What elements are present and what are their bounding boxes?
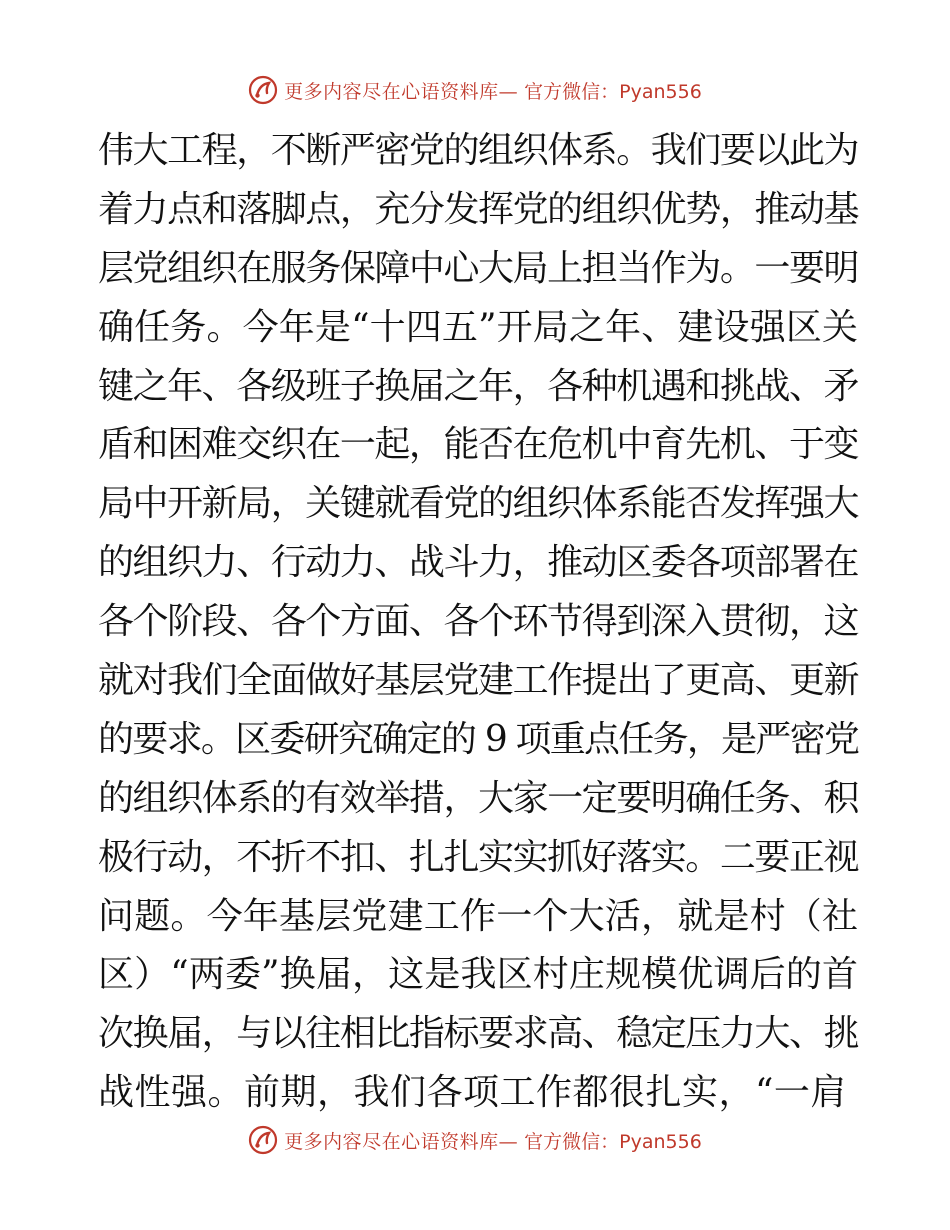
body-line: 就对我们全面做好基层党建工作提出了更高、更新 xyxy=(98,660,858,702)
body-line: 次换届，与以往相比指标要求高、稳定压力大、挑 xyxy=(98,1013,858,1055)
body-line: 层党组织在服务保障中心大局上担当作为。一要明 xyxy=(98,247,858,289)
body-line: 的要求。区委研究确定的 9 项重点任务，是严密党 xyxy=(98,718,858,760)
footer-site-text: 更多内容尽在心语资料库— xyxy=(284,1130,519,1153)
header-banner xyxy=(0,70,950,110)
body-line: 极行动，不折不扣、扎扎实实抓好落实。二要正视 xyxy=(98,836,858,878)
brand-logo-icon xyxy=(248,75,278,105)
footer-wechat-text: 官方微信：Pyan556 xyxy=(524,1130,702,1153)
document-body xyxy=(98,122,858,1123)
body-line: 局中开新局，关键就看党的组织体系能否发挥强大 xyxy=(98,483,858,525)
footer-banner xyxy=(0,1120,950,1160)
body-line: 区）“两委”换届，这是我区村庄规模优调后的首 xyxy=(98,954,858,996)
body-line: 的组织体系的有效举措，大家一定要明确任务、积 xyxy=(98,777,858,819)
brand-logo-icon xyxy=(248,1125,278,1155)
body-line: 盾和困难交织在一起，能否在危机中育先机、于变 xyxy=(98,424,858,466)
body-line: 伟大工程，不断严密党的组织体系。我们要以此为 xyxy=(98,130,858,171)
header-wechat-text: 官方微信：Pyan556 xyxy=(524,80,702,103)
header-site-text: 更多内容尽在心语资料库— xyxy=(284,80,519,103)
body-line: 键之年、各级班子换届之年，各种机遇和挑战、矛 xyxy=(98,365,858,407)
body-line: 问题。今年基层党建工作一个大活，就是村（社 xyxy=(98,895,858,937)
body-line: 各个阶段、各个方面、各个环节得到深入贯彻，这 xyxy=(98,601,858,643)
body-line: 确任务。今年是“十四五”开局之年、建设强区关 xyxy=(98,306,858,348)
body-line: 战性强。前期，我们各项工作都很扎实，“一肩 xyxy=(98,1072,847,1114)
body-line: 着力点和落脚点，充分发挥党的组织优势，推动基 xyxy=(98,188,858,230)
body-line: 的组织力、行动力、战斗力，推动区委各项部署在 xyxy=(98,542,858,584)
